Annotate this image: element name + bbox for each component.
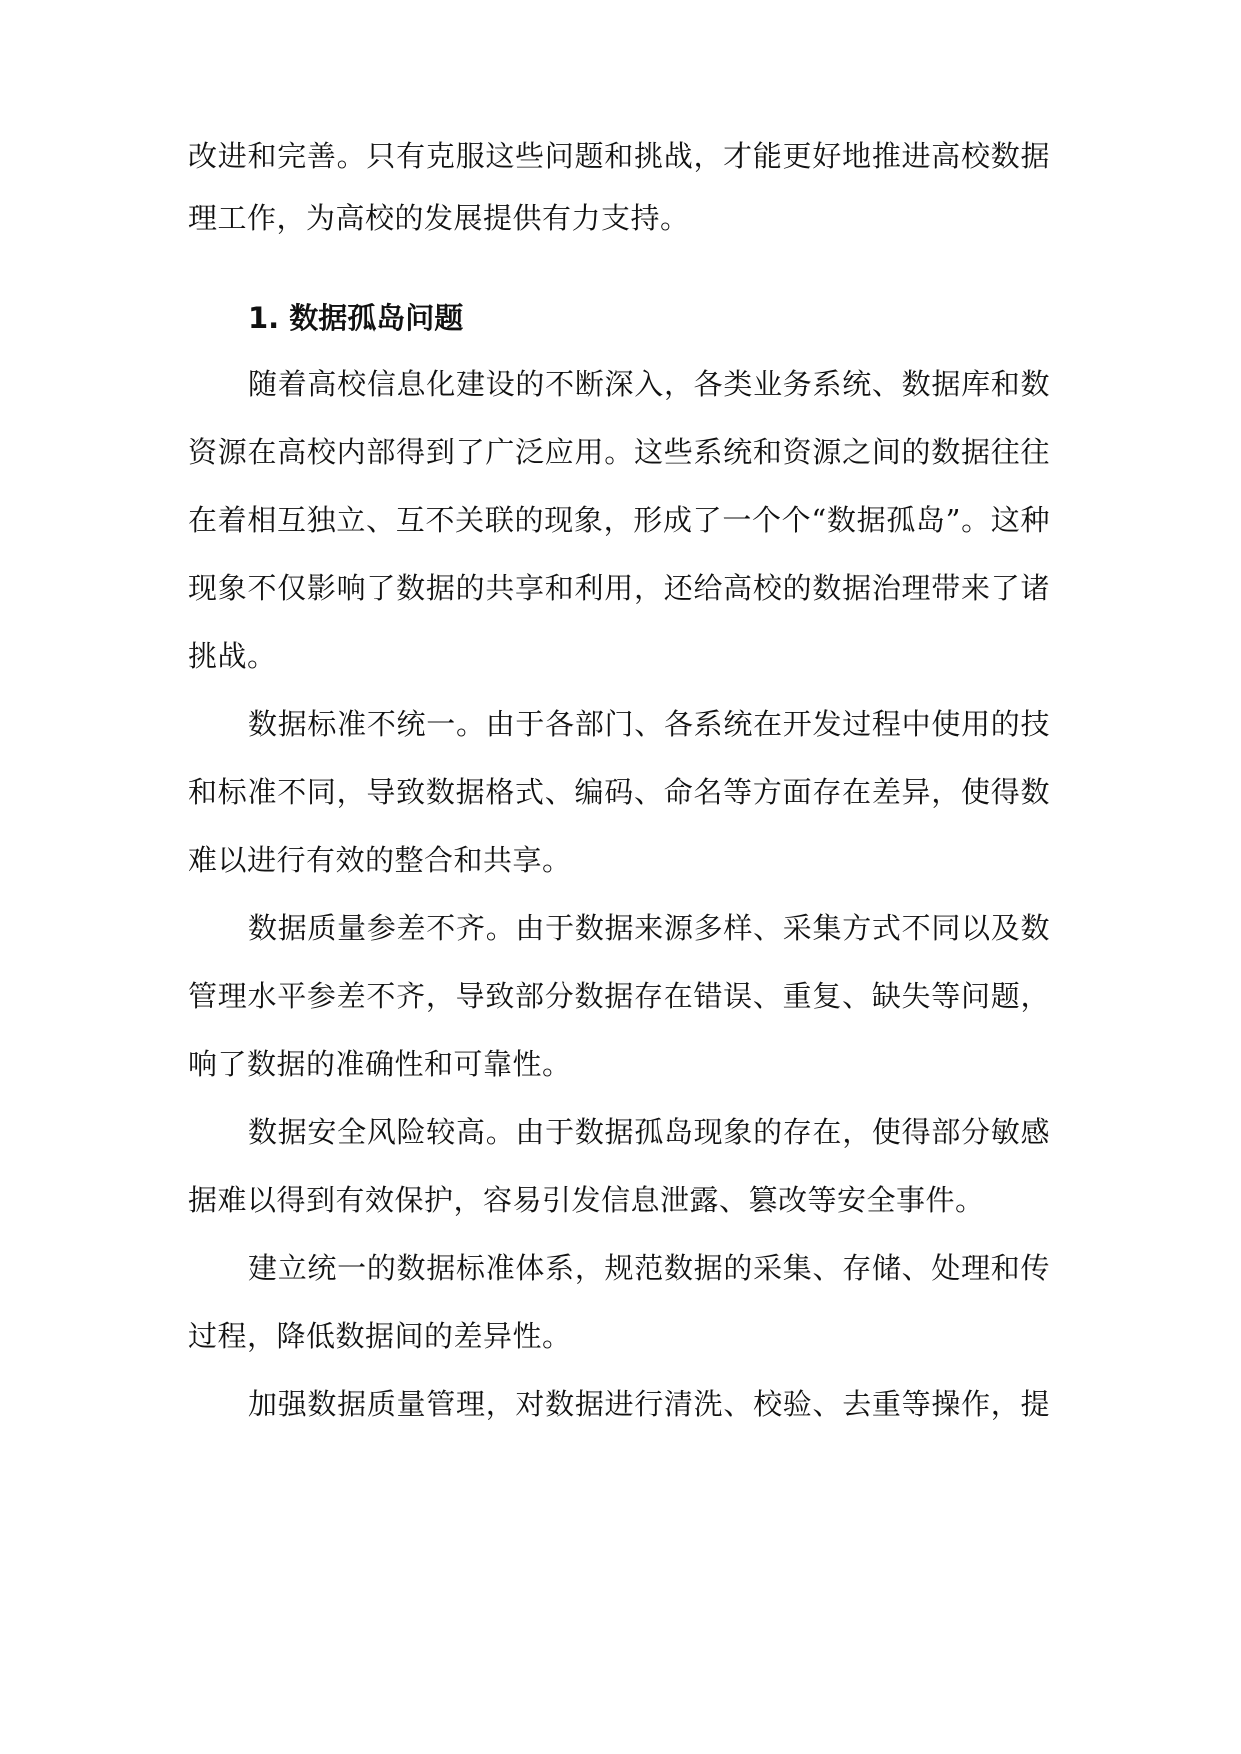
text-line: 过程，降低数据间的差异性。 [188, 1319, 572, 1353]
section-heading: 1. 数据孤岛问题 [248, 301, 464, 335]
text-line: 难以进行有效的整合和共享。 [188, 843, 572, 877]
text-line: 随着高校信息化建设的不断深入，各类业务系统、数据库和数 [248, 367, 1050, 401]
text-line: 加强数据质量管理，对数据进行清洗、校验、去重等操作，提 [248, 1387, 1050, 1421]
text-line: 挑战。 [188, 639, 277, 673]
text-line: 据难以得到有效保护，容易引发信息泄露、篡改等安全事件。 [188, 1183, 985, 1217]
text-line: 建立统一的数据标准体系，规范数据的采集、存储、处理和传 [248, 1251, 1050, 1285]
text-line: 资源在高校内部得到了广泛应用。这些系统和资源之间的数据往往 [188, 435, 1050, 469]
text-line: 数据标准不统一。由于各部门、各系统在开发过程中使用的技 [248, 707, 1050, 741]
text-line: 和标准不同，导致数据格式、编码、命名等方面存在差异，使得数 [188, 775, 1050, 809]
text-line: 改进和完善。只有克服这些问题和挑战，才能更好地推进高校数据 [188, 139, 1050, 173]
text-line: 现象不仅影响了数据的共享和利用，还给高校的数据治理带来了诸 [188, 571, 1050, 605]
text-line: 响了数据的准确性和可靠性。 [188, 1047, 572, 1081]
text-line: 数据安全风险较高。由于数据孤岛现象的存在，使得部分敏感 [248, 1115, 1050, 1149]
text-line: 在着相互独立、互不关联的现象，形成了一个个“数据孤岛”。这种 [188, 503, 1050, 537]
text-line: 管理水平参差不齐，导致部分数据存在错误、重复、缺失等问题， [188, 979, 1050, 1013]
text-line: 理工作，为高校的发展提供有力支持。 [188, 201, 690, 235]
text-line: 数据质量参差不齐。由于数据来源多样、采集方式不同以及数 [248, 911, 1050, 945]
